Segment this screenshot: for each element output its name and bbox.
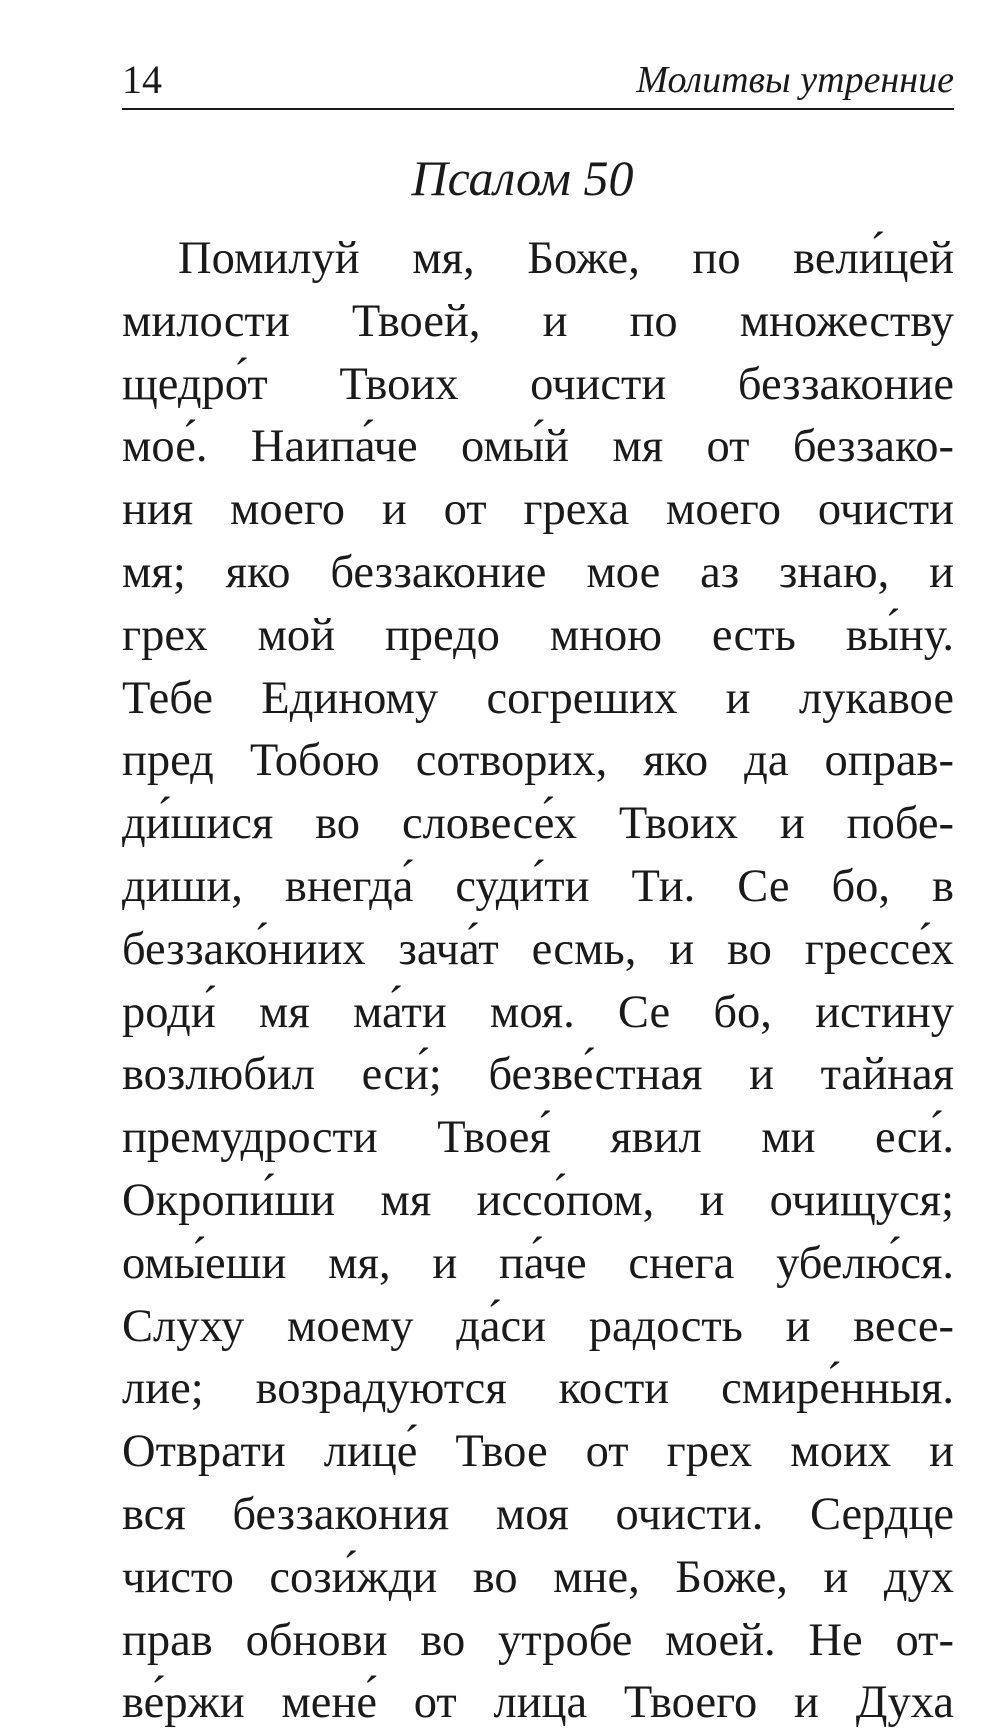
text-line: омы́еши мя, и па́че снега убелю́ся. (122, 1237, 954, 1289)
text-line: Помилуй мя, Боже, по вели́цей (178, 233, 954, 284)
running-header (122, 50, 954, 110)
text-line: вся беззакония моя очисти. Сердце (122, 1488, 954, 1540)
psalm-text (122, 228, 954, 1735)
text-line: беззако́ниих зача́т есмь, и во грессе́х (122, 923, 954, 975)
text-line: ния моего и от греха моего очисти (122, 484, 954, 536)
text-line: мя; яко беззаконие мое аз знаю, и (122, 546, 954, 598)
text-line: лие; возрадуются кости смире́нныя. (122, 1363, 954, 1415)
psalm-heading: Псалом 50 (411, 150, 634, 206)
text-line: ве́ржи мене́ от лица Твоего и Духа (122, 1677, 954, 1729)
text-line: чисто сози́жди во мне, Боже, и дух (122, 1551, 954, 1603)
text-line: возлюбил еси́; безве́стная и тайная (122, 1049, 954, 1101)
text-line: щедро́т Твоих очисти беззаконие (122, 358, 954, 410)
text-line: премудрости Твоея́ явил ми еси́. (122, 1112, 954, 1164)
text-line: милости Твоей, и по множеству (122, 295, 954, 347)
text-line: ди́шися во словесе́х Твоих и побе- (122, 798, 954, 850)
text-line: диши, внегда́ суди́ти Ти. Се бо, в (122, 860, 954, 912)
text-line: прав обнови во утробе моей. Не от- (122, 1614, 954, 1666)
text-line: Окропи́ши мя иссо́пом, и очищуся; (122, 1174, 954, 1226)
page-number: 14 (122, 57, 162, 102)
text-line: Отврати лице́ Твое от грех моих и (122, 1426, 954, 1478)
text-line: грех мой предо мною есть вы́ну. (122, 609, 954, 661)
text-line: Тебе Единому согреших и лукавое (122, 672, 954, 724)
running-section-title: Молитвы утренние (636, 59, 954, 101)
text-line: роди́ мя ма́ти моя. Се бо, истину (122, 986, 954, 1038)
text-line: пред Тобою сотворих, яко да оправ- (122, 735, 954, 787)
text-line: мое́. Наипа́че омы́й мя от беззако- (122, 421, 954, 473)
text-line: Слуху моему да́си радость и весе- (122, 1300, 954, 1352)
